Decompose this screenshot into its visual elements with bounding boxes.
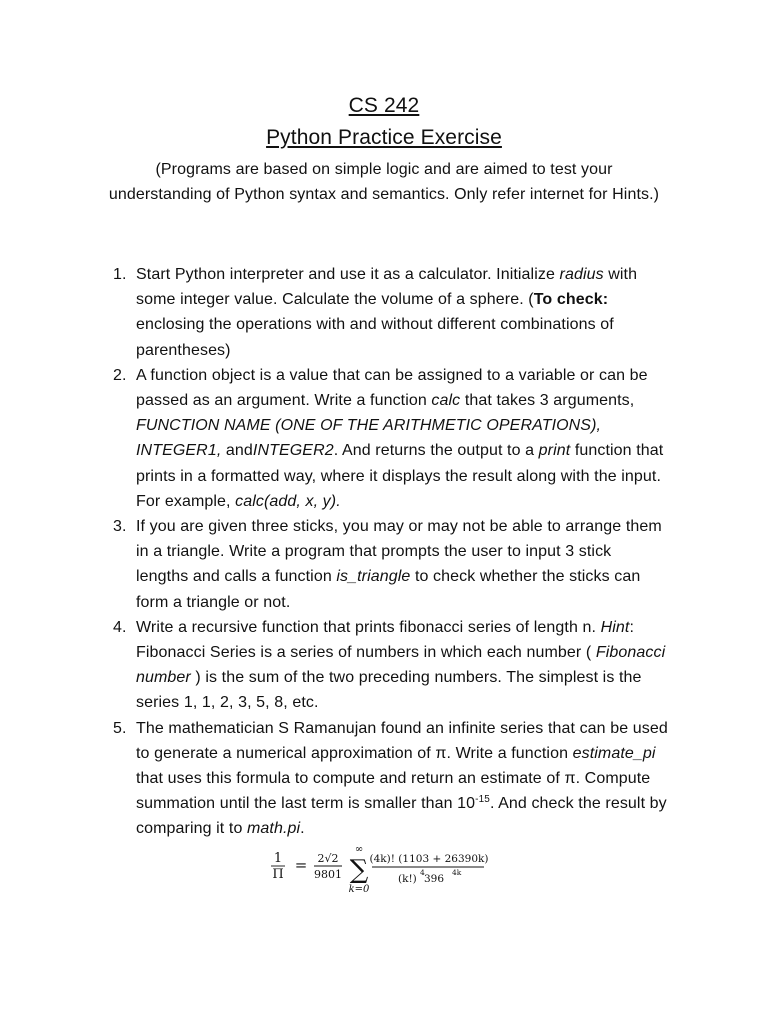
estimate-pi-function-name: estimate_pi (572, 744, 656, 762)
term-denominator-exponent-4k: 4k (452, 868, 462, 877)
exercise-item-2 (0, 363, 668, 514)
ramanujan-formula (262, 840, 502, 896)
item-number: 5. (113, 719, 127, 737)
fibonacci-number-term: Fibonacci number (136, 644, 666, 687)
term-denominator-exponent: 4 (420, 868, 425, 877)
item-number: 2. (113, 366, 127, 384)
lhs-numerator: 1 (273, 851, 283, 866)
item-number: 4. (113, 618, 127, 636)
integer2-term: INTEGER2 (252, 442, 334, 460)
item-text: . And returns the output to a (333, 442, 539, 460)
item-text: A function object is a value that can be assigned to a variable or can be passed as an argument. Write a function (136, 366, 648, 410)
is-triangle-function-name: is_triangle (336, 568, 411, 586)
calc-arguments: FUNCTION NAME (ONE OF THE ARITHMETIC OPERATIONS), INTEGER1, (136, 417, 602, 460)
formula-graphic (262, 840, 502, 896)
hint-label: Hint (600, 618, 630, 636)
coefficient-numerator: 2√2 (317, 852, 339, 865)
item-text: and (221, 442, 253, 460)
item-text: . And check the result by comparing it to (136, 795, 667, 838)
summation-icon: ∑ (349, 855, 369, 885)
lhs-denominator: Π (272, 867, 284, 882)
math-pi-term: math.pi (246, 820, 301, 838)
item-text: with some integer value. Calculate the volume of a sphere. ( (136, 266, 638, 309)
item-text: The mathematician S Ramanujan found an infinite series that can be used to generate a numerical approximation of π. Write a function (136, 719, 668, 762)
to-check-label: To check: (533, 291, 609, 309)
exercise-title: Python Practice Exercise (266, 126, 502, 149)
course-title: CS 242 (348, 94, 420, 117)
exercise-item-1 (0, 262, 668, 363)
exercise-item-5 (0, 716, 668, 842)
exercise-list (0, 262, 768, 842)
calc-function-name: calc (431, 392, 461, 410)
equals-sign: = (294, 856, 308, 874)
coefficient-denominator: 9801 (314, 868, 342, 881)
item-text: that takes 3 arguments, (460, 392, 635, 410)
item-text: ) is the sum of the two preceding numbers. The simplest is the series 1, 1, 2, 3, 5, 8, etc. (136, 669, 642, 712)
term-denominator-base: 396 (424, 873, 445, 885)
sum-upper-limit: ∞ (354, 844, 364, 855)
exercise-item-4 (0, 615, 668, 716)
term-denominator-factorial: (k!) (398, 873, 417, 885)
exercise-item-3 (0, 514, 668, 615)
item-number: 3. (113, 518, 127, 536)
item-number: 1. (113, 266, 127, 283)
item-text: Write a recursive function that prints fibonacci series of length n. (136, 618, 601, 636)
item-text: that uses this formula to compute and return an estimate of π. Compute summation until the last term is smaller than 10 (136, 770, 651, 813)
exponent: -15 (475, 794, 490, 806)
item-text: to check whether the sticks can form a triangle or not. (136, 568, 641, 611)
item-text: enclosing the operations with and without different combinations of parentheses) (136, 316, 614, 359)
print-term: print (538, 442, 571, 460)
sum-lower-limit: k=0 (348, 884, 370, 895)
item-text: If you are given three sticks, you may or may not be able to arrange them in a triangle. Write a program that prompts the user to input 3 stick lengths and calls a function (136, 518, 662, 586)
item-text: . (300, 820, 305, 838)
item-text: : Fibonacci Series is a series of numbers in which each number ( (136, 618, 635, 662)
intro-paragraph: (Programs are based on simple logic and are aimed to test your understanding of Python syntax and semantics. Only refer internet for Hints.) (108, 161, 660, 204)
item-text: function that prints in a formatted way, where it displays the result along with the input. For example, (136, 442, 664, 510)
term-numerator: (4k)! (1103 + 26390k) (369, 853, 489, 865)
item-text: Start Python interpreter and use it as a calculator. Initialize (136, 266, 560, 283)
calc-example: calc(add, x, y). (235, 492, 341, 510)
radius-term: radius (559, 266, 604, 283)
